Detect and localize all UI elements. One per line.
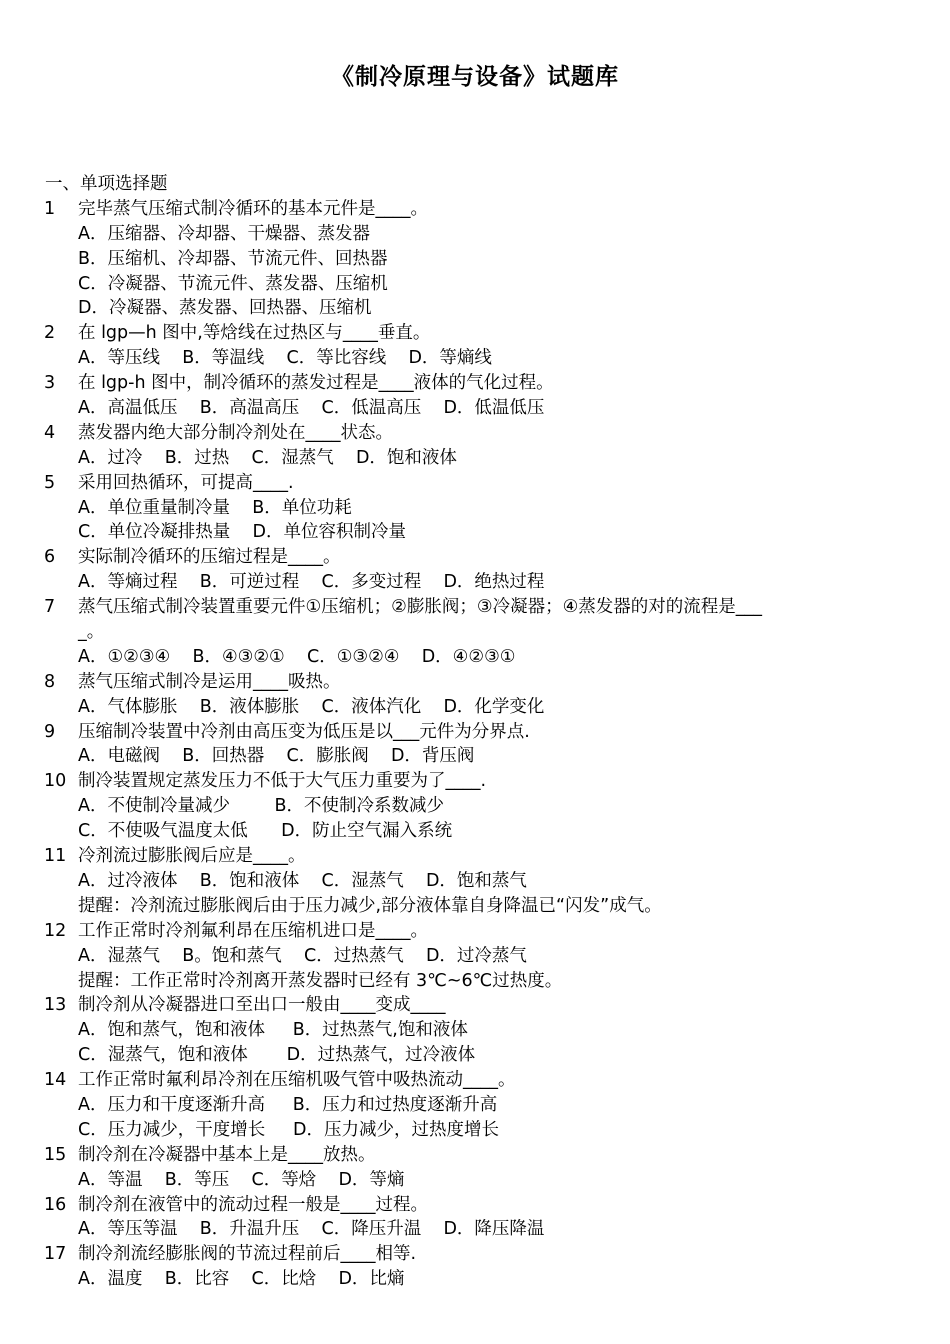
question-list — [44, 172, 924, 1292]
line-text: A．不使制冷量减少 B．不使制冷系数减少 — [78, 796, 444, 817]
line-text: 制冷剂在液管中的流动过程一般是____过程。 — [78, 1194, 428, 1215]
line-text: C．湿蒸气，饱和液体 D．过热蒸气，过冷液体 — [78, 1045, 476, 1066]
question-number — [44, 520, 78, 545]
line-text: A．饱和蒸气，饱和液体 B．过热蒸气,饱和液体 — [78, 1020, 468, 1041]
question-text-line — [44, 869, 924, 894]
line-text: 制冷剂从冷凝器进口至出口一般由____变成____ — [78, 995, 446, 1016]
question-text-line — [44, 1168, 924, 1193]
question-number — [44, 1093, 78, 1118]
question-text-line — [44, 272, 924, 297]
question-number: 2 — [44, 323, 56, 344]
question-number: 9 — [44, 721, 56, 742]
question-line — [44, 371, 924, 396]
question-number — [44, 1267, 78, 1292]
question-number: 3 — [44, 373, 56, 394]
line-text: A．过冷液体 B．饱和液体 C．湿蒸气 D．饱和蒸气 — [78, 870, 527, 891]
question-text-line — [44, 496, 924, 521]
question-text-line — [44, 247, 924, 272]
line-text: 采用回热循环，可提高____. — [78, 472, 294, 493]
line-text: 制冷剂流经膨胀阀的节流过程前后____相等. — [78, 1244, 417, 1265]
question-number — [44, 1168, 78, 1193]
line-text: 蒸气压缩式制冷装置重要元件①压缩机；②膨胀阀；③冷凝器；④蒸发器的对的流程是___ — [78, 597, 763, 618]
question-line — [44, 1193, 924, 1218]
question-number — [44, 620, 78, 645]
question-text-line — [44, 1018, 924, 1043]
line-text: A．等熵过程 B．可逆过程 C．多变过程 D．绝热过程 — [78, 572, 545, 593]
line-text: 冷剂流过膨胀阀后应是____。 — [78, 846, 306, 867]
question-number — [44, 1118, 78, 1143]
question-number: 12 — [44, 920, 67, 941]
line-text: 工作正常时氟利昂冷剂在压缩机吸气管中吸热流动____。 — [78, 1070, 516, 1091]
question-number — [44, 695, 78, 720]
question-line — [44, 769, 924, 794]
question-text-line — [44, 794, 924, 819]
question-number — [44, 894, 78, 919]
line-text: 制冷剂在冷凝器中基本上是____放热。 — [78, 1144, 376, 1165]
question-text-line — [44, 819, 924, 844]
question-number — [44, 296, 78, 321]
document-title: 《制冷原理与设备》试题库 — [331, 63, 619, 90]
question-text-line — [44, 620, 924, 645]
line-text: C．冷凝器、节流元件、蒸发器、压缩机 — [78, 273, 388, 294]
line-text: _。 — [78, 622, 105, 643]
question-number — [44, 1018, 78, 1043]
line-text: 完毕蒸气压缩式制冷循环的基本元件是____。 — [78, 198, 428, 219]
question-number — [44, 1043, 78, 1068]
question-line — [44, 1242, 924, 1267]
question-number — [44, 969, 78, 994]
line-text: A．电磁阀 B．回热器 C．膨胀阀 D．背压阀 — [78, 746, 475, 767]
line-text: 提醒：工作正常时冷剂离开蒸发器时已经有 3℃~6℃过热度。 — [78, 970, 563, 991]
question-line — [44, 1068, 924, 1093]
line-text: 在 lgp-h 图中，制冷循环的蒸发过程是____液体的气化过程。 — [78, 373, 554, 394]
question-text-line — [44, 296, 924, 321]
line-text: A．温度 B．比容 C．比焓 D．比熵 — [78, 1269, 405, 1290]
line-text: 工作正常时冷剂氟利昂在压缩机进口是____。 — [78, 920, 428, 941]
question-number: 11 — [44, 846, 67, 867]
line-text: A．湿蒸气 B。饱和蒸气 C．过热蒸气 D．过冷蒸气 — [78, 945, 527, 966]
line-text: A．①②③④ B．④③②① C．①③②④ D．④②③① — [78, 646, 516, 667]
question-line — [44, 919, 924, 944]
line-text: A．气体膨胀 B．液体膨胀 C．液体汽化 D．化学变化 — [78, 696, 545, 717]
question-number: 16 — [44, 1194, 67, 1215]
section-heading: 一、单项选择题 — [45, 174, 168, 194]
question-line — [44, 993, 924, 1018]
question-number: 7 — [44, 597, 56, 618]
question-number — [44, 1217, 78, 1242]
line-text: 实际制冷循环的压缩过程是____。 — [78, 547, 341, 568]
line-text: A．高温低压 B．高温高压 C．低温高压 D．低温低压 — [78, 398, 545, 419]
question-line — [44, 720, 924, 745]
question-text-line — [44, 1217, 924, 1242]
question-number — [44, 869, 78, 894]
line-text: C．单位冷凝排热量 D．单位容积制冷量 — [78, 522, 406, 543]
question-number — [44, 446, 78, 471]
line-text: D．冷凝器、蒸发器、回热器、压缩机 — [78, 298, 372, 319]
question-number: 1 — [44, 198, 56, 219]
line-text: A．等压线 B．等温线 C．等比容线 D．等熵线 — [78, 348, 492, 369]
question-number — [44, 222, 78, 247]
question-text-line — [44, 1118, 924, 1143]
line-text: C．不使吸气温度太低 D．防止空气漏入系统 — [78, 821, 453, 842]
question-text-line — [44, 1093, 924, 1118]
line-text: 蒸气压缩式制冷是运用____吸热。 — [78, 671, 341, 692]
question-number: 8 — [44, 671, 56, 692]
line-text: A．单位重量制冷量 B．单位功耗 — [78, 497, 352, 518]
question-number: 17 — [44, 1244, 67, 1265]
question-text-line — [44, 570, 924, 595]
question-number — [44, 819, 78, 844]
question-text-line — [44, 346, 924, 371]
question-text-line — [44, 645, 924, 670]
question-text-line — [44, 446, 924, 471]
question-text-line — [44, 396, 924, 421]
question-line — [44, 545, 924, 570]
question-text-line — [44, 944, 924, 969]
question-number — [44, 247, 78, 272]
question-number: 10 — [44, 771, 67, 792]
question-number — [44, 396, 78, 421]
line-text: B．压缩机、冷却器、节流元件、回热器 — [78, 248, 388, 269]
question-text-line — [44, 894, 924, 919]
question-number — [44, 570, 78, 595]
question-text-line — [44, 1043, 924, 1068]
question-line — [44, 197, 924, 222]
line-text: C．压力减少，干度增长 D．压力减少，过热度增长 — [78, 1119, 500, 1140]
line-text: A．等压等温 B．升温升压 C．降压升温 D．降压降温 — [78, 1219, 545, 1240]
line-text: A．压力和干度逐渐升高 B．压力和过热度逐渐升高 — [78, 1094, 498, 1115]
question-number — [44, 496, 78, 521]
question-text-line — [44, 744, 924, 769]
question-line — [44, 595, 924, 620]
question-line — [44, 844, 924, 869]
question-line — [44, 421, 924, 446]
question-number: 15 — [44, 1144, 67, 1165]
question-number: 6 — [44, 547, 56, 568]
line-text: 在 lgp—h 图中,等焓线在过热区与____垂直。 — [78, 323, 431, 344]
line-text: A．等温 B．等压 C．等焓 D．等熵 — [78, 1169, 405, 1190]
question-line — [44, 670, 924, 695]
question-number: 14 — [44, 1070, 67, 1091]
question-text-line — [44, 1267, 924, 1292]
question-text-line — [44, 222, 924, 247]
question-text-line — [44, 520, 924, 545]
line-text: 提醒：冷剂流过膨胀阀后由于压力减少,部分液体靠自身降温已“闪发”成气。 — [78, 895, 662, 916]
question-line — [44, 471, 924, 496]
line-text: 压缩制冷装置中冷剂由高压变为低压是以___元件为分界点. — [78, 721, 530, 742]
line-text: 制冷装置规定蒸发压力不低于大气压力重要为了____. — [78, 771, 487, 792]
question-number — [44, 794, 78, 819]
question-number — [44, 272, 78, 297]
line-text: 蒸发器内绝大部分制冷剂处在____状态。 — [78, 422, 393, 443]
line-text: A．压缩器、冷却器、干燥器、蒸发器 — [78, 223, 370, 244]
question-line — [44, 1143, 924, 1168]
question-number: 5 — [44, 472, 56, 493]
question-number — [44, 944, 78, 969]
question-number: 4 — [44, 422, 56, 443]
line-text: A．过冷 B．过热 C．湿蒸气 D．饱和液体 — [78, 447, 457, 468]
question-number — [44, 645, 78, 670]
question-text-line — [44, 695, 924, 720]
question-text-line — [44, 969, 924, 994]
question-number — [44, 744, 78, 769]
question-line — [44, 321, 924, 346]
question-number: 13 — [44, 995, 67, 1016]
question-number — [44, 346, 78, 371]
